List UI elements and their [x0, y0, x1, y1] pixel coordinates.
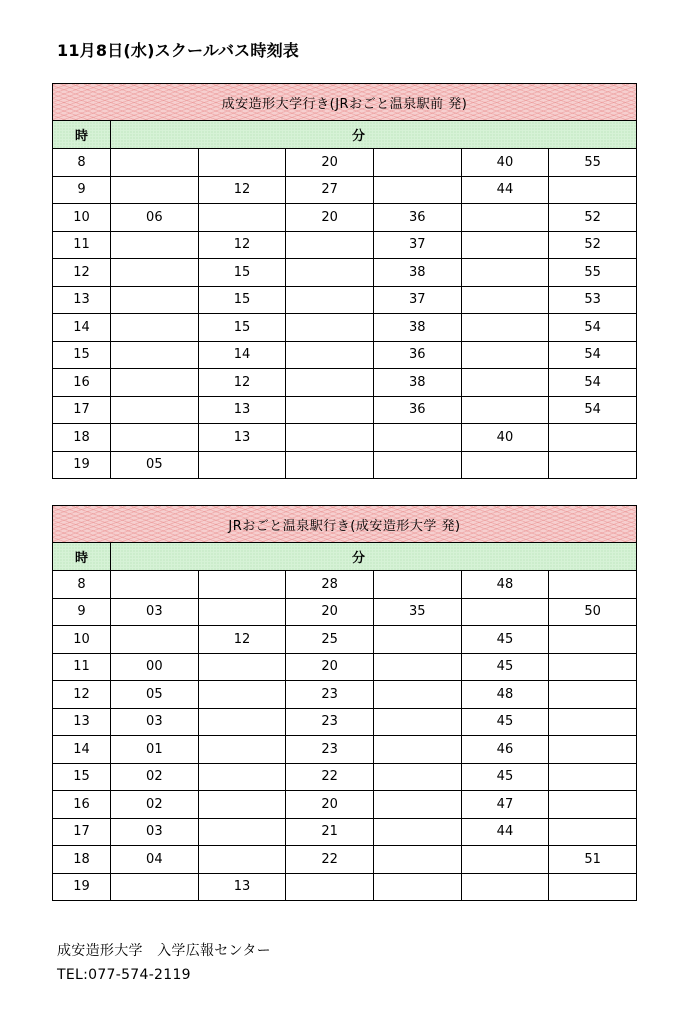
minute-cell: [549, 424, 637, 452]
minute-cell: 12: [198, 626, 286, 654]
minute-cell: [461, 369, 549, 397]
hour-column-header: 時: [53, 121, 111, 149]
minute-column-header: 分: [111, 121, 637, 149]
minute-cell: 38: [373, 314, 461, 342]
hour-cell: 8: [53, 571, 111, 599]
table-row: [53, 314, 637, 342]
table-row: [53, 369, 637, 397]
minute-cell: [198, 791, 286, 819]
table-row: [53, 424, 637, 452]
minute-cell: [111, 396, 199, 424]
minute-cell: 36: [373, 341, 461, 369]
minute-cell: 15: [198, 259, 286, 287]
minute-cell: [111, 176, 199, 204]
minute-cell: 37: [373, 231, 461, 259]
footer-organization: 成安造形大学 入学広報センター: [57, 943, 271, 959]
minute-cell: 54: [549, 396, 637, 424]
minute-cell: 28: [286, 571, 374, 599]
timetable-to-station: [52, 505, 637, 901]
minute-cell: [373, 736, 461, 764]
minute-cell: [286, 314, 374, 342]
minute-cell: 23: [286, 736, 374, 764]
minute-cell: [286, 369, 374, 397]
footer-telephone: TEL:077-574-2119: [57, 967, 191, 983]
minute-cell: 52: [549, 204, 637, 232]
hour-cell: 19: [53, 873, 111, 901]
hour-cell: 15: [53, 341, 111, 369]
minute-cell: 14: [198, 341, 286, 369]
table-row: [53, 231, 637, 259]
table-row: [53, 204, 637, 232]
minute-cell: [549, 626, 637, 654]
minute-cell: [198, 598, 286, 626]
hour-cell: 15: [53, 763, 111, 791]
minute-cell: [286, 451, 374, 479]
minute-cell: [373, 451, 461, 479]
minute-cell: 00: [111, 653, 199, 681]
minute-cell: 44: [461, 818, 549, 846]
minute-cell: [373, 149, 461, 177]
minute-cell: [286, 424, 374, 452]
table-row: [53, 341, 637, 369]
minute-cell: [549, 571, 637, 599]
minute-cell: [111, 341, 199, 369]
minute-cell: [373, 176, 461, 204]
minute-cell: 06: [111, 204, 199, 232]
table-row: [53, 708, 637, 736]
minute-cell: [111, 626, 199, 654]
minute-cell: [286, 341, 374, 369]
table-row: [53, 653, 637, 681]
hour-cell: 11: [53, 231, 111, 259]
minute-cell: 55: [549, 259, 637, 287]
minute-cell: [111, 873, 199, 901]
minute-cell: [373, 873, 461, 901]
minute-cell: [373, 424, 461, 452]
minute-cell: 51: [549, 846, 637, 874]
minute-cell: 13: [198, 396, 286, 424]
table-row: [53, 763, 637, 791]
hour-cell: 9: [53, 598, 111, 626]
minute-cell: 40: [461, 149, 549, 177]
minute-cell: [198, 149, 286, 177]
minute-cell: [111, 231, 199, 259]
minute-cell: [111, 149, 199, 177]
minute-cell: 20: [286, 149, 374, 177]
minute-cell: 05: [111, 451, 199, 479]
minute-cell: 54: [549, 369, 637, 397]
minute-cell: [373, 708, 461, 736]
minute-cell: 45: [461, 708, 549, 736]
minute-cell: 02: [111, 763, 199, 791]
table-row: [53, 846, 637, 874]
minute-cell: 38: [373, 259, 461, 287]
minute-cell: [549, 708, 637, 736]
hour-cell: 16: [53, 369, 111, 397]
minute-cell: [461, 259, 549, 287]
minute-cell: [198, 818, 286, 846]
route-title: JRおごと温泉駅行き(成安造形大学 発): [53, 506, 637, 543]
minute-cell: 21: [286, 818, 374, 846]
minute-cell: [111, 424, 199, 452]
minute-cell: 27: [286, 176, 374, 204]
minute-cell: [461, 341, 549, 369]
minute-cell: [373, 763, 461, 791]
minute-cell: [373, 846, 461, 874]
table-row: [53, 176, 637, 204]
minute-cell: 22: [286, 846, 374, 874]
minute-cell: [549, 873, 637, 901]
minute-cell: 12: [198, 176, 286, 204]
minute-cell: [549, 763, 637, 791]
minute-cell: 03: [111, 818, 199, 846]
minute-cell: 55: [549, 149, 637, 177]
minute-cell: 22: [286, 763, 374, 791]
minute-cell: 02: [111, 791, 199, 819]
hour-column-header: 時: [53, 543, 111, 571]
minute-cell: [198, 571, 286, 599]
table-row: [53, 451, 637, 479]
minute-cell: [111, 571, 199, 599]
table-row: [53, 149, 637, 177]
minute-cell: 23: [286, 708, 374, 736]
minute-cell: [286, 286, 374, 314]
minute-cell: [373, 653, 461, 681]
minute-cell: 38: [373, 369, 461, 397]
minute-cell: [373, 791, 461, 819]
hour-cell: 8: [53, 149, 111, 177]
minute-cell: [111, 314, 199, 342]
minute-cell: 54: [549, 314, 637, 342]
minute-cell: 35: [373, 598, 461, 626]
minute-cell: [198, 736, 286, 764]
minute-cell: 20: [286, 653, 374, 681]
minute-cell: [286, 873, 374, 901]
minute-cell: 01: [111, 736, 199, 764]
minute-cell: [549, 791, 637, 819]
hour-cell: 10: [53, 626, 111, 654]
minute-cell: 45: [461, 653, 549, 681]
minute-cell: [549, 653, 637, 681]
minute-column-header: 分: [111, 543, 637, 571]
minute-cell: [461, 286, 549, 314]
hour-cell: 9: [53, 176, 111, 204]
minute-cell: 44: [461, 176, 549, 204]
minute-cell: 52: [549, 231, 637, 259]
table-row: [53, 873, 637, 901]
hour-cell: 10: [53, 204, 111, 232]
hour-cell: 18: [53, 424, 111, 452]
minute-cell: 54: [549, 341, 637, 369]
minute-cell: [373, 818, 461, 846]
minute-cell: 15: [198, 314, 286, 342]
table-row: [53, 736, 637, 764]
minute-cell: 46: [461, 736, 549, 764]
table-row: [53, 791, 637, 819]
minute-cell: [286, 259, 374, 287]
minute-cell: [373, 571, 461, 599]
hour-cell: 14: [53, 736, 111, 764]
minute-cell: [461, 231, 549, 259]
minute-cell: 13: [198, 873, 286, 901]
minute-cell: 48: [461, 681, 549, 709]
minute-cell: [373, 626, 461, 654]
minute-cell: [286, 231, 374, 259]
minute-cell: 36: [373, 204, 461, 232]
minute-cell: 20: [286, 598, 374, 626]
minute-cell: 20: [286, 791, 374, 819]
minute-cell: [198, 846, 286, 874]
minute-cell: 04: [111, 846, 199, 874]
hour-cell: 18: [53, 846, 111, 874]
minute-cell: 05: [111, 681, 199, 709]
minute-cell: [198, 763, 286, 791]
minute-cell: 20: [286, 204, 374, 232]
hour-cell: 17: [53, 396, 111, 424]
minute-cell: 15: [198, 286, 286, 314]
minute-cell: 48: [461, 571, 549, 599]
minute-cell: [461, 396, 549, 424]
minute-cell: 03: [111, 598, 199, 626]
minute-cell: 23: [286, 681, 374, 709]
minute-cell: [461, 314, 549, 342]
minute-cell: [461, 598, 549, 626]
timetable-to-university: [52, 83, 637, 479]
table-row: [53, 681, 637, 709]
table-row: [53, 626, 637, 654]
minute-cell: 12: [198, 369, 286, 397]
hour-cell: 13: [53, 708, 111, 736]
table-row: [53, 286, 637, 314]
table-row: [53, 818, 637, 846]
minute-cell: 47: [461, 791, 549, 819]
minute-cell: [198, 204, 286, 232]
table-row: [53, 571, 637, 599]
minute-cell: [198, 708, 286, 736]
minute-cell: 36: [373, 396, 461, 424]
hour-cell: 13: [53, 286, 111, 314]
table-row: [53, 396, 637, 424]
minute-cell: [461, 451, 549, 479]
minute-cell: [461, 204, 549, 232]
minute-cell: [549, 736, 637, 764]
route-title: 成安造形大学行き(JRおごと温泉駅前 発): [53, 84, 637, 121]
minute-cell: 12: [198, 231, 286, 259]
minute-cell: 37: [373, 286, 461, 314]
minute-cell: [286, 396, 374, 424]
minute-cell: 45: [461, 763, 549, 791]
table-row: [53, 259, 637, 287]
hour-cell: 11: [53, 653, 111, 681]
hour-cell: 19: [53, 451, 111, 479]
minute-cell: [198, 681, 286, 709]
minute-cell: 40: [461, 424, 549, 452]
hour-cell: 12: [53, 259, 111, 287]
minute-cell: 45: [461, 626, 549, 654]
minute-cell: 53: [549, 286, 637, 314]
minute-cell: [461, 873, 549, 901]
minute-cell: 13: [198, 424, 286, 452]
minute-cell: [549, 681, 637, 709]
minute-cell: [111, 369, 199, 397]
hour-cell: 16: [53, 791, 111, 819]
minute-cell: 50: [549, 598, 637, 626]
minute-cell: [373, 681, 461, 709]
table-row: [53, 598, 637, 626]
minute-cell: [111, 286, 199, 314]
minute-cell: 25: [286, 626, 374, 654]
hour-cell: 17: [53, 818, 111, 846]
hour-cell: 12: [53, 681, 111, 709]
minute-cell: [549, 451, 637, 479]
minute-cell: 03: [111, 708, 199, 736]
minute-cell: [198, 653, 286, 681]
minute-cell: [111, 259, 199, 287]
minute-cell: [549, 176, 637, 204]
page-title: 11月8日(水)スクールバス時刻表: [57, 41, 299, 60]
minute-cell: [461, 846, 549, 874]
hour-cell: 14: [53, 314, 111, 342]
minute-cell: [198, 451, 286, 479]
minute-cell: [549, 818, 637, 846]
